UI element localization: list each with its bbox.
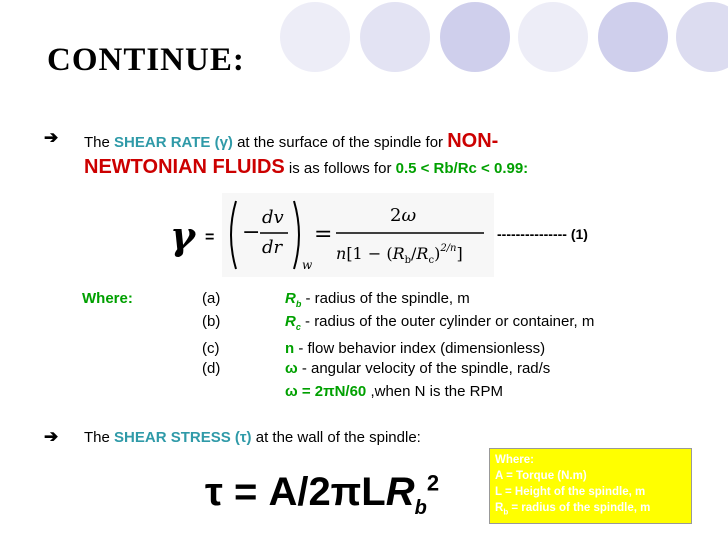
bullet-shear-rate-line2	[84, 156, 528, 179]
row-label: (d)	[202, 360, 221, 377]
symbol: R	[285, 313, 296, 330]
svg-text:w: w	[302, 258, 313, 272]
shear-rate-term: SHEAR RATE (γ)	[114, 134, 233, 151]
symbol-sub: c	[295, 322, 301, 332]
box-line-1: A = Torque (N.m)	[495, 470, 587, 482]
desc-text: - angular velocity of the spindle, rad/s	[297, 360, 551, 377]
non-term: NON-	[447, 130, 499, 152]
arrow-right-icon: ➔	[44, 128, 59, 147]
row-desc	[285, 313, 594, 332]
text-the: The	[84, 429, 115, 446]
row-desc	[285, 340, 545, 357]
symbol-sub: b	[295, 299, 302, 309]
svg-text:dv: dv	[262, 207, 284, 228]
bullet-shear-rate	[44, 128, 644, 188]
tau-sup: 2	[426, 470, 440, 496]
svg-text:−: −	[242, 220, 261, 245]
text-surface: at the surface of the spindle for	[232, 134, 448, 151]
symbol: R	[285, 290, 296, 307]
box-line-2: L = Height of the spindle, m	[495, 486, 646, 498]
desc-text: - flow behavior index (dimensionless)	[294, 340, 546, 357]
row-label: (a)	[202, 290, 221, 307]
newtonian-fluids-term: NEWTONIAN FLUIDS	[84, 156, 285, 178]
tau-sub: b	[414, 497, 427, 519]
shear-stress-term: SHEAR STRESS (τ)	[114, 429, 252, 446]
where-list	[95, 290, 695, 410]
row-label: (c)	[202, 340, 220, 357]
box-line-3	[495, 500, 686, 520]
shear-stress-formula	[205, 470, 439, 520]
circle-2	[360, 2, 430, 72]
box-r-sub: b	[503, 507, 509, 517]
bullet-shear-stress	[44, 427, 524, 449]
text-as-follows: is as follows for	[284, 160, 396, 177]
equation-number: --------------- (1)	[497, 226, 588, 242]
bullet-shear-stress-line	[84, 429, 421, 446]
svg-text:n[1 − (Rb/Rc)2/n]: $n[1 - (R_b/R_c)^{2/n}]$	[336, 243, 463, 266]
slide-title: CONTINUE:	[47, 42, 245, 78]
circle-6	[676, 2, 728, 72]
box-r: R	[495, 502, 504, 514]
circle-4	[518, 2, 588, 72]
row-desc	[285, 360, 550, 377]
svg-text:dr: dr	[262, 237, 283, 258]
tau-main: τ = A/2πL	[205, 470, 386, 514]
tau-r: R	[385, 470, 415, 514]
desc-text: - radius of the outer cylinder or container, m	[300, 313, 595, 330]
ratio-range: 0.5 < Rb/Rc < 0.99:	[395, 160, 529, 177]
text-wall: at the wall of the spindle:	[251, 429, 421, 446]
row-desc	[285, 290, 470, 309]
symbol: n	[285, 340, 295, 357]
row-desc	[285, 383, 503, 400]
decorative-circles	[280, 0, 728, 110]
row-label: (b)	[202, 313, 221, 330]
where-box	[489, 448, 692, 524]
circle-1	[280, 2, 350, 72]
omega-note: ,when N is the RPM	[366, 383, 503, 400]
svg-text:2ω: 2ω	[390, 205, 417, 226]
bullet-shear-rate-line1	[84, 130, 498, 153]
where-label: Where:	[82, 290, 133, 307]
shear-rate-formula-image	[222, 193, 494, 277]
box-line-3-text: = radius of the spindle, m	[508, 502, 651, 514]
text-the: The	[84, 134, 115, 151]
desc-text: - radius of the spindle, m	[301, 290, 470, 307]
gamma-symbol: γ	[170, 213, 196, 258]
svg-text:=: =	[314, 222, 333, 247]
symbol: ω	[285, 360, 298, 377]
box-heading: Where:	[495, 454, 534, 466]
circle-5	[598, 2, 668, 72]
omega-formula: ω = 2πN/60	[285, 383, 367, 400]
equals-sign: =	[205, 229, 215, 246]
arrow-right-icon: ➔	[44, 427, 59, 446]
circle-3	[440, 2, 510, 72]
